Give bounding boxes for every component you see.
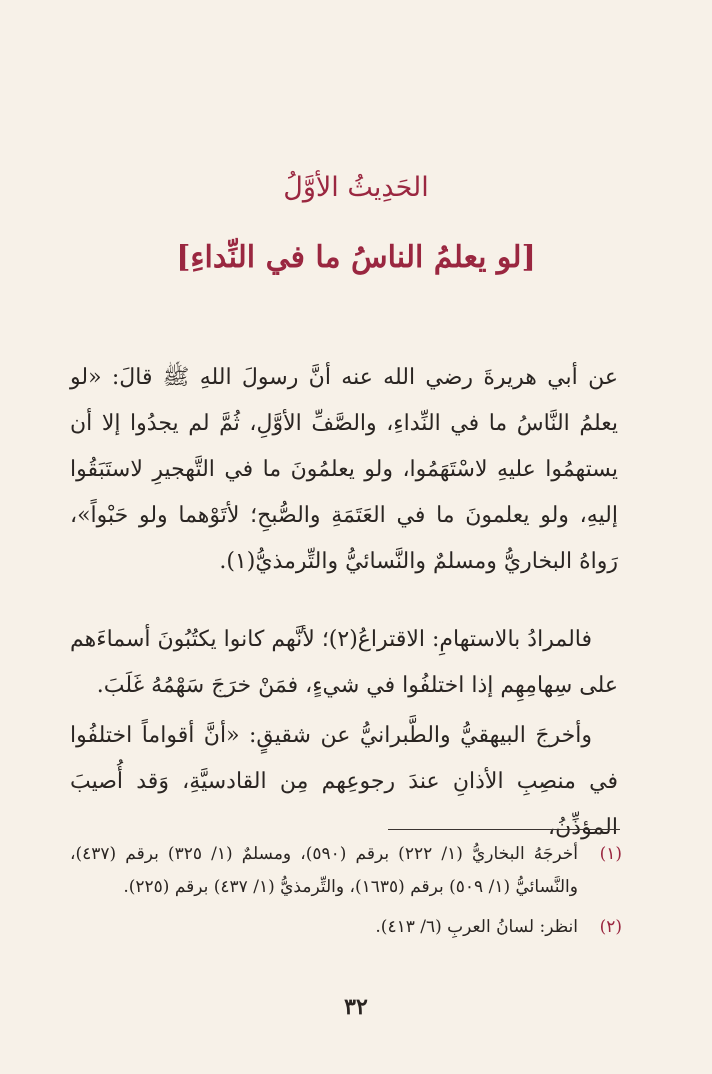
footnote-2 <box>70 911 622 944</box>
footnote-2-text: انظر: لسانُ العربِ (٦/ ٤١٣). <box>375 917 578 937</box>
hadith-title: الحَدِيثُ الأوَّلُ <box>283 172 429 203</box>
narration-paragraph: وأخرجَ البيهقيُّ والطَّبرانيُّ عن شقيقٍ: «أنَّ أقواماً اختلفُوا في منصِبِ الأذانِ عندَ رجوعِهم مِن القادسيَّةِ، وَقد أُصيبَ المؤذِّنُ، <box>70 723 618 840</box>
footnote-2-mark: (٢) <box>599 917 622 937</box>
hadith-paragraph: عن أبي هريرةَ رضي الله عنه أنَّ رسولَ اللهِ ﷺ قالَ: «لو يعلمُ النَّاسُ ما في النِّداءِ، والصَّفِّ الأوَّلِ، ثُمَّ لم يجدُوا إلا أن يستهمُوا عليهِ لاسْتَهَمُوا، ولو يعلمُونَ ما في التَّهجيرِ لاستَبَقُوا إليهِ، ولو يعلمونَ ما في العَتَمَةِ والصُّبحِ؛ لأتَوْهما ولو حَبْواً»، رَواهُ البخاريُّ ومسلمٌ والنَّسائيُّ والتِّرمذيُّ(١). <box>70 365 618 574</box>
footnote-1 <box>70 838 622 904</box>
footnote-1-text: أخرجَهُ البخاريُّ (١/ ٢٢٢) برقم (٥٩٠)، ومسلمٌ (١/ ٣٢٥) برقم (٤٣٧)، والنَّسائيُّ (١/ ٥٠٩) برقم (١٦٣٥)، والتِّرمذيُّ (١/ ٤٣٧) برقم (٢٢٥). <box>70 844 579 897</box>
page-number: ٣٢ <box>344 994 368 1020</box>
hadith-subtitle: [لو يعلمُ الناسُ ما في النِّداءِ] <box>176 240 536 275</box>
footnotes <box>70 838 622 944</box>
explanation-paragraph: فالمرادُ بالاستهامِ: الاقتراعُ(٢)؛ لأنَّهم كانوا يكتُبُونَ أسماءَهم على سِهامِهِم إذا اختلفُوا في شيءٍ، فمَنْ خرَجَ سَهْمُهُ غَلَبَ. <box>69 627 618 698</box>
footnote-divider <box>388 829 620 830</box>
footnote-1-mark: (١) <box>599 844 622 864</box>
